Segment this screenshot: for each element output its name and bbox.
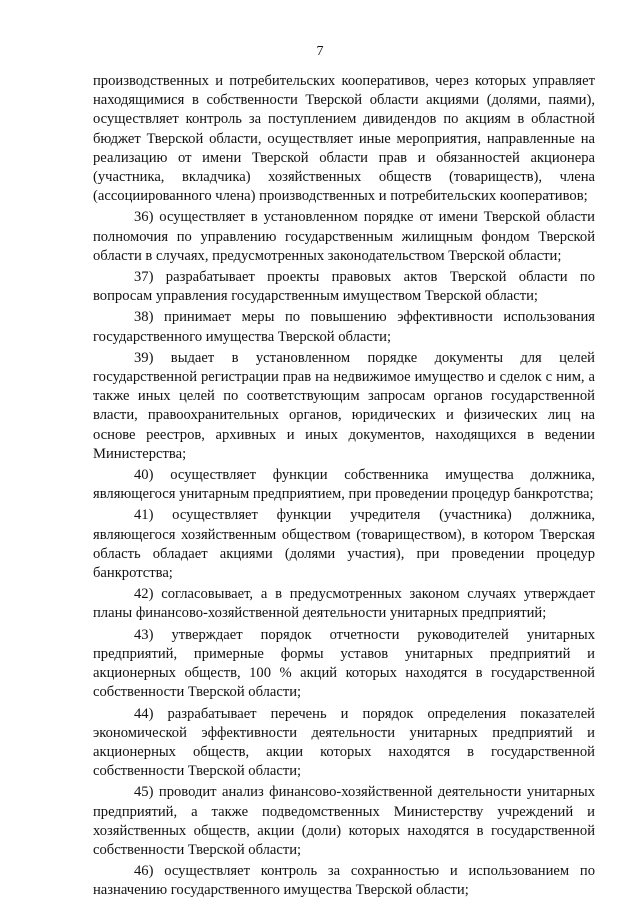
paragraph-continuation: производственных и потребительских кооперативов, через которых управляет находящимися в собственности Тверской области акциями (долями, паями), осуществляет контроль за поступлением дивидендов по акциям в областной бюджет Тверской области, осуществляет иные мероприятия, направленные на реализацию от имени Тверской области прав и обязанностей акционера (участника, вкладчика) хозяйственных обществ (товариществ), члена (ассоциированного члена) производственных и потребительских кооперативов; xyxy=(93,73,595,205)
page-number: 7 xyxy=(316,44,324,59)
paragraph-item-41: 41) осуществляет функции учредителя (участника) должника, являющегося хозяйственным обществом (товариществом), в котором Тверская область обладает акциями (долями участия), при проведении процедур банкротства; xyxy=(93,507,595,582)
paragraph-item-42: 42) согласовывает, а в предусмотренных законом случаях утверждает планы финансово-хозяйственной деятельности унитарных предприятий; xyxy=(93,586,595,622)
paragraph-item-40: 40) осуществляет функции собственника имущества должника, являющегося унитарным предприятием, при проведении процедур банкротства; xyxy=(93,467,595,503)
paragraph-item-38: 38) принимает меры по повышению эффективности использования государственного имущества Тверской области; xyxy=(93,309,595,345)
paragraph-item-44: 44) разрабатывает перечень и порядок определения показателей экономической эффективности деятельности унитарных предприятий и акционерных обществ, акции которых находятся в государственной собственности Тверской области; xyxy=(93,705,595,780)
paragraph-item-36: 36) осуществляет в установленном порядке от имени Тверской области полномочия по управлению государственным жилищным фондом Тверской области в случаях, предусмотренных законодательством Тверской области; xyxy=(93,209,595,264)
paragraph-item-46: 46) осуществляет контроль за сохранностью и использованием по назначению государственного имущества Тверской области; xyxy=(93,863,595,899)
paragraph-item-45: 45) проводит анализ финансово-хозяйственной деятельности унитарных предприятий, а также подведомственных Министерству учреждений и хозяйственных обществ, акции (доли) которых находятся в государственной собственности Тверской области; xyxy=(93,784,595,858)
paragraph-item-39: 39) выдает в установленном порядке документы для целей государственной регистрации прав на недвижимое имущество и сделок с ним, а также иных целей по соответствующим запросам органов государственной власти, правоохранительных органов, юридических и физических лиц на основе реестров, архивных и иных документов, находящихся в ведении Министерства; xyxy=(93,349,595,462)
document-body xyxy=(93,72,595,903)
paragraph-item-37: 37) разрабатывает проекты правовых актов Тверской области по вопросам управления государственным имуществом Тверской области; xyxy=(93,269,595,305)
paragraph-item-43: 43) утверждает порядок отчетности руководителей унитарных предприятий, примерные формы уставов унитарных предприятий и акционерных обществ, 100 % акций которых находятся в государственной собственности Тверской области; xyxy=(93,626,595,701)
